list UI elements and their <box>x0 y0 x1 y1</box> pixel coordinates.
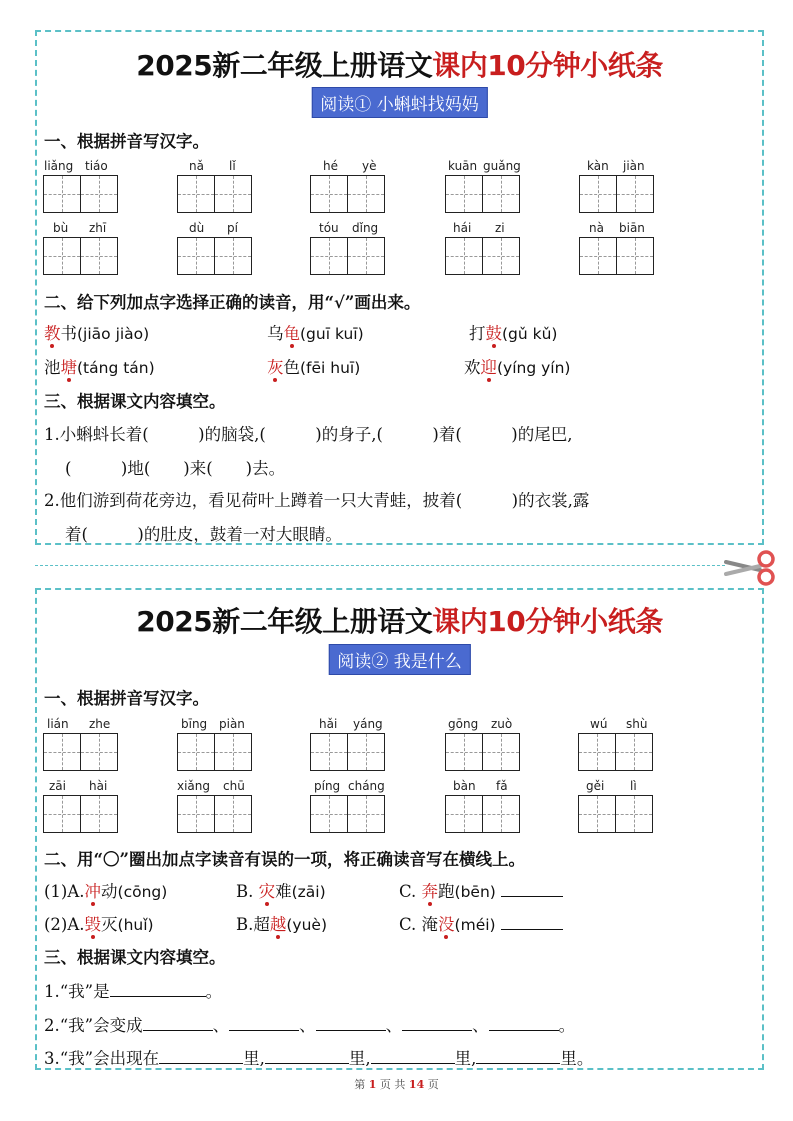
fill-in-line[interactable]: 1.小蝌蚪长着( )的脑袋,( )的身子,( )着( )的尾巴, <box>44 425 573 444</box>
writing-grid[interactable] <box>310 795 385 833</box>
card2-pinyin-row-2: zāi hài xiǎng chū píng cháng bàn fǎ gěi lì <box>37 779 766 837</box>
card1-title: 2025新二年级上册语文课内10分钟小纸条 <box>136 49 663 82</box>
writing-grid[interactable] <box>310 175 385 213</box>
fill-in-line[interactable]: ( )地( )来( )去。 <box>65 459 286 478</box>
pronunciation-item[interactable]: 打鼓(gǔ kǔ) <box>469 320 557 344</box>
scissors-icon <box>722 548 782 588</box>
writing-grid[interactable] <box>445 795 520 833</box>
choice-item[interactable]: C. 奔跑(bēn) <box>399 878 563 902</box>
writing-grid[interactable] <box>579 237 654 275</box>
writing-grid[interactable] <box>177 175 252 213</box>
writing-grid[interactable] <box>445 175 520 213</box>
answer-blank[interactable] <box>265 1049 349 1064</box>
answer-blank[interactable] <box>229 1016 299 1031</box>
answer-blank[interactable] <box>371 1049 455 1064</box>
card2-pinyin-row-1: lián zhe bīng piàn hǎi yáng gōng zuò wú shù <box>37 717 766 775</box>
note-card-1 <box>35 30 764 545</box>
answer-blank[interactable] <box>110 982 206 997</box>
pronunciation-item[interactable]: 灰色(fēi huī) <box>267 354 360 378</box>
choice-item[interactable]: B.超越(yuè) <box>236 911 327 935</box>
fill-in-line: 3.“我”会出现在 里, 里, 里, 里。 <box>44 1049 594 1068</box>
card1-subtitle: 阅读① 小蝌蚪找妈妈 <box>311 87 487 118</box>
note-card-2 <box>35 588 764 1070</box>
answer-blank[interactable] <box>501 915 563 930</box>
fill-in-line[interactable]: 着( )的肚皮，鼓着一对大眼睛。 <box>65 525 342 544</box>
answer-blank[interactable] <box>316 1016 386 1031</box>
answer-blank[interactable] <box>143 1016 213 1031</box>
card1-section-3-heading: 三、根据课文内容填空。 <box>44 392 226 411</box>
choice-item[interactable]: B. 灾难(zāi) <box>236 878 326 902</box>
writing-grid[interactable] <box>43 175 118 213</box>
writing-grid[interactable] <box>177 237 252 275</box>
writing-grid[interactable] <box>578 733 653 771</box>
pronunciation-item[interactable]: 池塘(táng tán) <box>44 354 155 378</box>
card2-title: 2025新二年级上册语文课内10分钟小纸条 <box>136 605 663 638</box>
writing-grid[interactable] <box>43 237 118 275</box>
answer-blank[interactable] <box>501 882 563 897</box>
writing-grid[interactable] <box>445 237 520 275</box>
fill-in-line: 1.“我”是 。 <box>44 982 223 1001</box>
answer-blank[interactable] <box>489 1016 559 1031</box>
choice-item[interactable]: (1)A.冲动(cōng) <box>44 878 167 902</box>
card1-section-2-heading: 二、给下列加点字选择正确的读音，用“√”画出来。 <box>44 293 421 312</box>
page-footer: 第 1 页 共 14 页 <box>354 1078 439 1091</box>
pronunciation-item[interactable]: 欢迎(yíng yín) <box>464 354 570 378</box>
answer-blank[interactable] <box>159 1049 243 1064</box>
writing-grid[interactable] <box>310 237 385 275</box>
card1-section-1-heading: 一、根据拼音写汉字。 <box>44 132 209 151</box>
writing-grid[interactable] <box>43 795 118 833</box>
fill-in-line[interactable]: 2.他们游到荷花旁边，看见荷叶上蹲着一只大青蛙，披着( )的衣裳,露 <box>44 491 590 510</box>
answer-blank[interactable] <box>476 1049 560 1064</box>
choice-item[interactable]: C. 淹没(méi) <box>399 911 563 935</box>
card2-subtitle: 阅读② 我是什么 <box>328 644 470 675</box>
pronunciation-item[interactable]: 乌龟(guī kuī) <box>267 320 364 344</box>
choice-item[interactable]: (2)A.毁灭(huǐ) <box>44 911 154 935</box>
answer-blank[interactable] <box>402 1016 472 1031</box>
card1-pinyin-row-1: liǎng tiáo nǎ lǐ hé yè kuān guǎng kàn jiàn <box>37 159 766 217</box>
writing-grid[interactable] <box>177 795 252 833</box>
writing-grid[interactable] <box>43 733 118 771</box>
card2-section-2-heading: 二、用“〇”圈出加点字读音有误的一项，将正确读音写在横线上。 <box>44 850 525 869</box>
writing-grid[interactable] <box>310 733 385 771</box>
card2-section-3-heading: 三、根据课文内容填空。 <box>44 948 226 967</box>
fill-in-line: 2.“我”会变成 、 、 、 、 。 <box>44 1016 576 1035</box>
pronunciation-item[interactable]: 教书(jiāo jiào) <box>44 320 149 344</box>
writing-grid[interactable] <box>579 175 654 213</box>
card1-pinyin-row-2: bù zhī dù pí tóu dǐng hái zi nà biān <box>37 221 766 279</box>
card2-section-1-heading: 一、根据拼音写汉字。 <box>44 689 209 708</box>
writing-grid[interactable] <box>445 733 520 771</box>
cut-line <box>35 565 725 566</box>
writing-grid[interactable] <box>578 795 653 833</box>
writing-grid[interactable] <box>177 733 252 771</box>
